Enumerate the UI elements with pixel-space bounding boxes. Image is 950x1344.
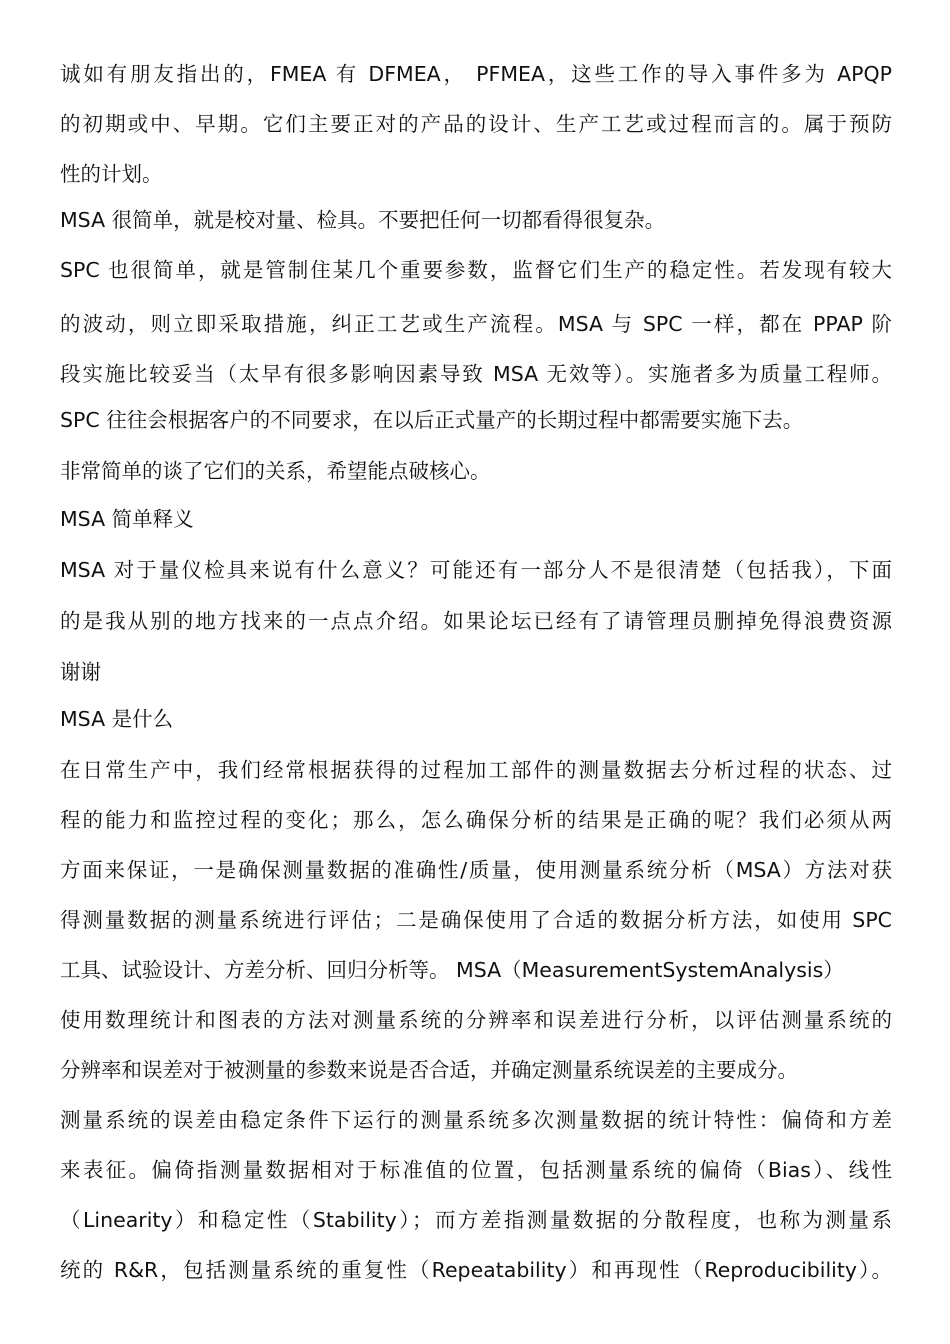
text-line-5: SPC 也很简单，就是管制住某几个重要参数，监督它们生产的稳定性。若发现有较大	[60, 258, 892, 282]
text-line-3: 性的计划。	[60, 162, 163, 186]
section-heading-msa-what: MSA 是什么	[60, 707, 174, 731]
text-line-9: 非常简单的谈了它们的关系，希望能点破核心。	[60, 459, 491, 483]
text-line-13: 谢谢	[60, 660, 101, 684]
text-line-17: 方面来保证，一是确保测量数据的准确性/质量，使用测量系统分析（MSA）方法对获	[60, 858, 892, 882]
text-line-18: 得测量数据的测量系统进行评估；二是确保使用了合适的数据分析方法，如使用 SPC	[60, 908, 892, 932]
text-line-15: 在日常生产中，我们经常根据获得的过程加工部件的测量数据去分析过程的状态、过	[60, 758, 892, 782]
text-line-23: 来表征。偏倚指测量数据相对于标准值的位置，包括测量系统的偏倚（Bias）、线性	[60, 1158, 892, 1182]
text-line-21: 分辨率和误差对于被测量的参数来说是否合适，并确定测量系统误差的主要成分。	[60, 1058, 798, 1082]
text-line-7: 段实施比较妥当（太早有很多影响因素导致 MSA 无效等）。实施者多为质量工程师。	[60, 362, 892, 386]
text-line-4: MSA 很简单，就是校对量、检具。不要把任何一切都看得很复杂。	[60, 208, 666, 232]
text-line-6: 的波动，则立即采取措施，纠正工艺或生产流程。MSA 与 SPC 一样，都在 PPAP 阶	[60, 312, 892, 336]
text-line-2: 的初期或中、早期。它们主要正对的产品的设计、生产工艺或过程而言的。属于预防	[60, 112, 892, 136]
text-line-25: 统的 R&R，包括测量系统的重复性（Repeatability）和再现性（Reproducibility）。	[60, 1258, 892, 1282]
text-line-12: 的是我从别的地方找来的一点点介绍。如果论坛已经有了请管理员删掉免得浪费资源	[60, 609, 892, 633]
text-line-11: MSA 对于量仪检具来说有什么意义？可能还有一部分人不是很清楚（包括我），下面	[60, 558, 892, 582]
text-line-20: 使用数理统计和图表的方法对测量系统的分辨率和误差进行分析，以评估测量系统的	[60, 1008, 892, 1032]
text-line-19: 工具、试验设计、方差分析、回归分析等。 MSA（MeasurementSystemAnalysis）	[60, 958, 844, 982]
text-line-8: SPC 往往会根据客户的不同要求，在以后正式量产的长期过程中都需要实施下去。	[60, 408, 804, 432]
text-line-1: 诚如有朋友指出的，FMEA 有 DFMEA， PFMEA，这些工作的导入事件多为 APQP	[60, 62, 892, 86]
text-line-22: 测量系统的误差由稳定条件下运行的测量系统多次测量数据的统计特性：偏倚和方差	[60, 1108, 892, 1132]
section-heading-msa-intro: MSA 简单释义	[60, 507, 194, 531]
text-line-24: （Linearity）和稳定性（Stability）；而方差指测量数据的分散程度，也称为测量系	[60, 1208, 892, 1232]
text-line-16: 程的能力和监控过程的变化；那么，怎么确保分析的结果是正确的呢？我们必须从两	[60, 808, 892, 832]
